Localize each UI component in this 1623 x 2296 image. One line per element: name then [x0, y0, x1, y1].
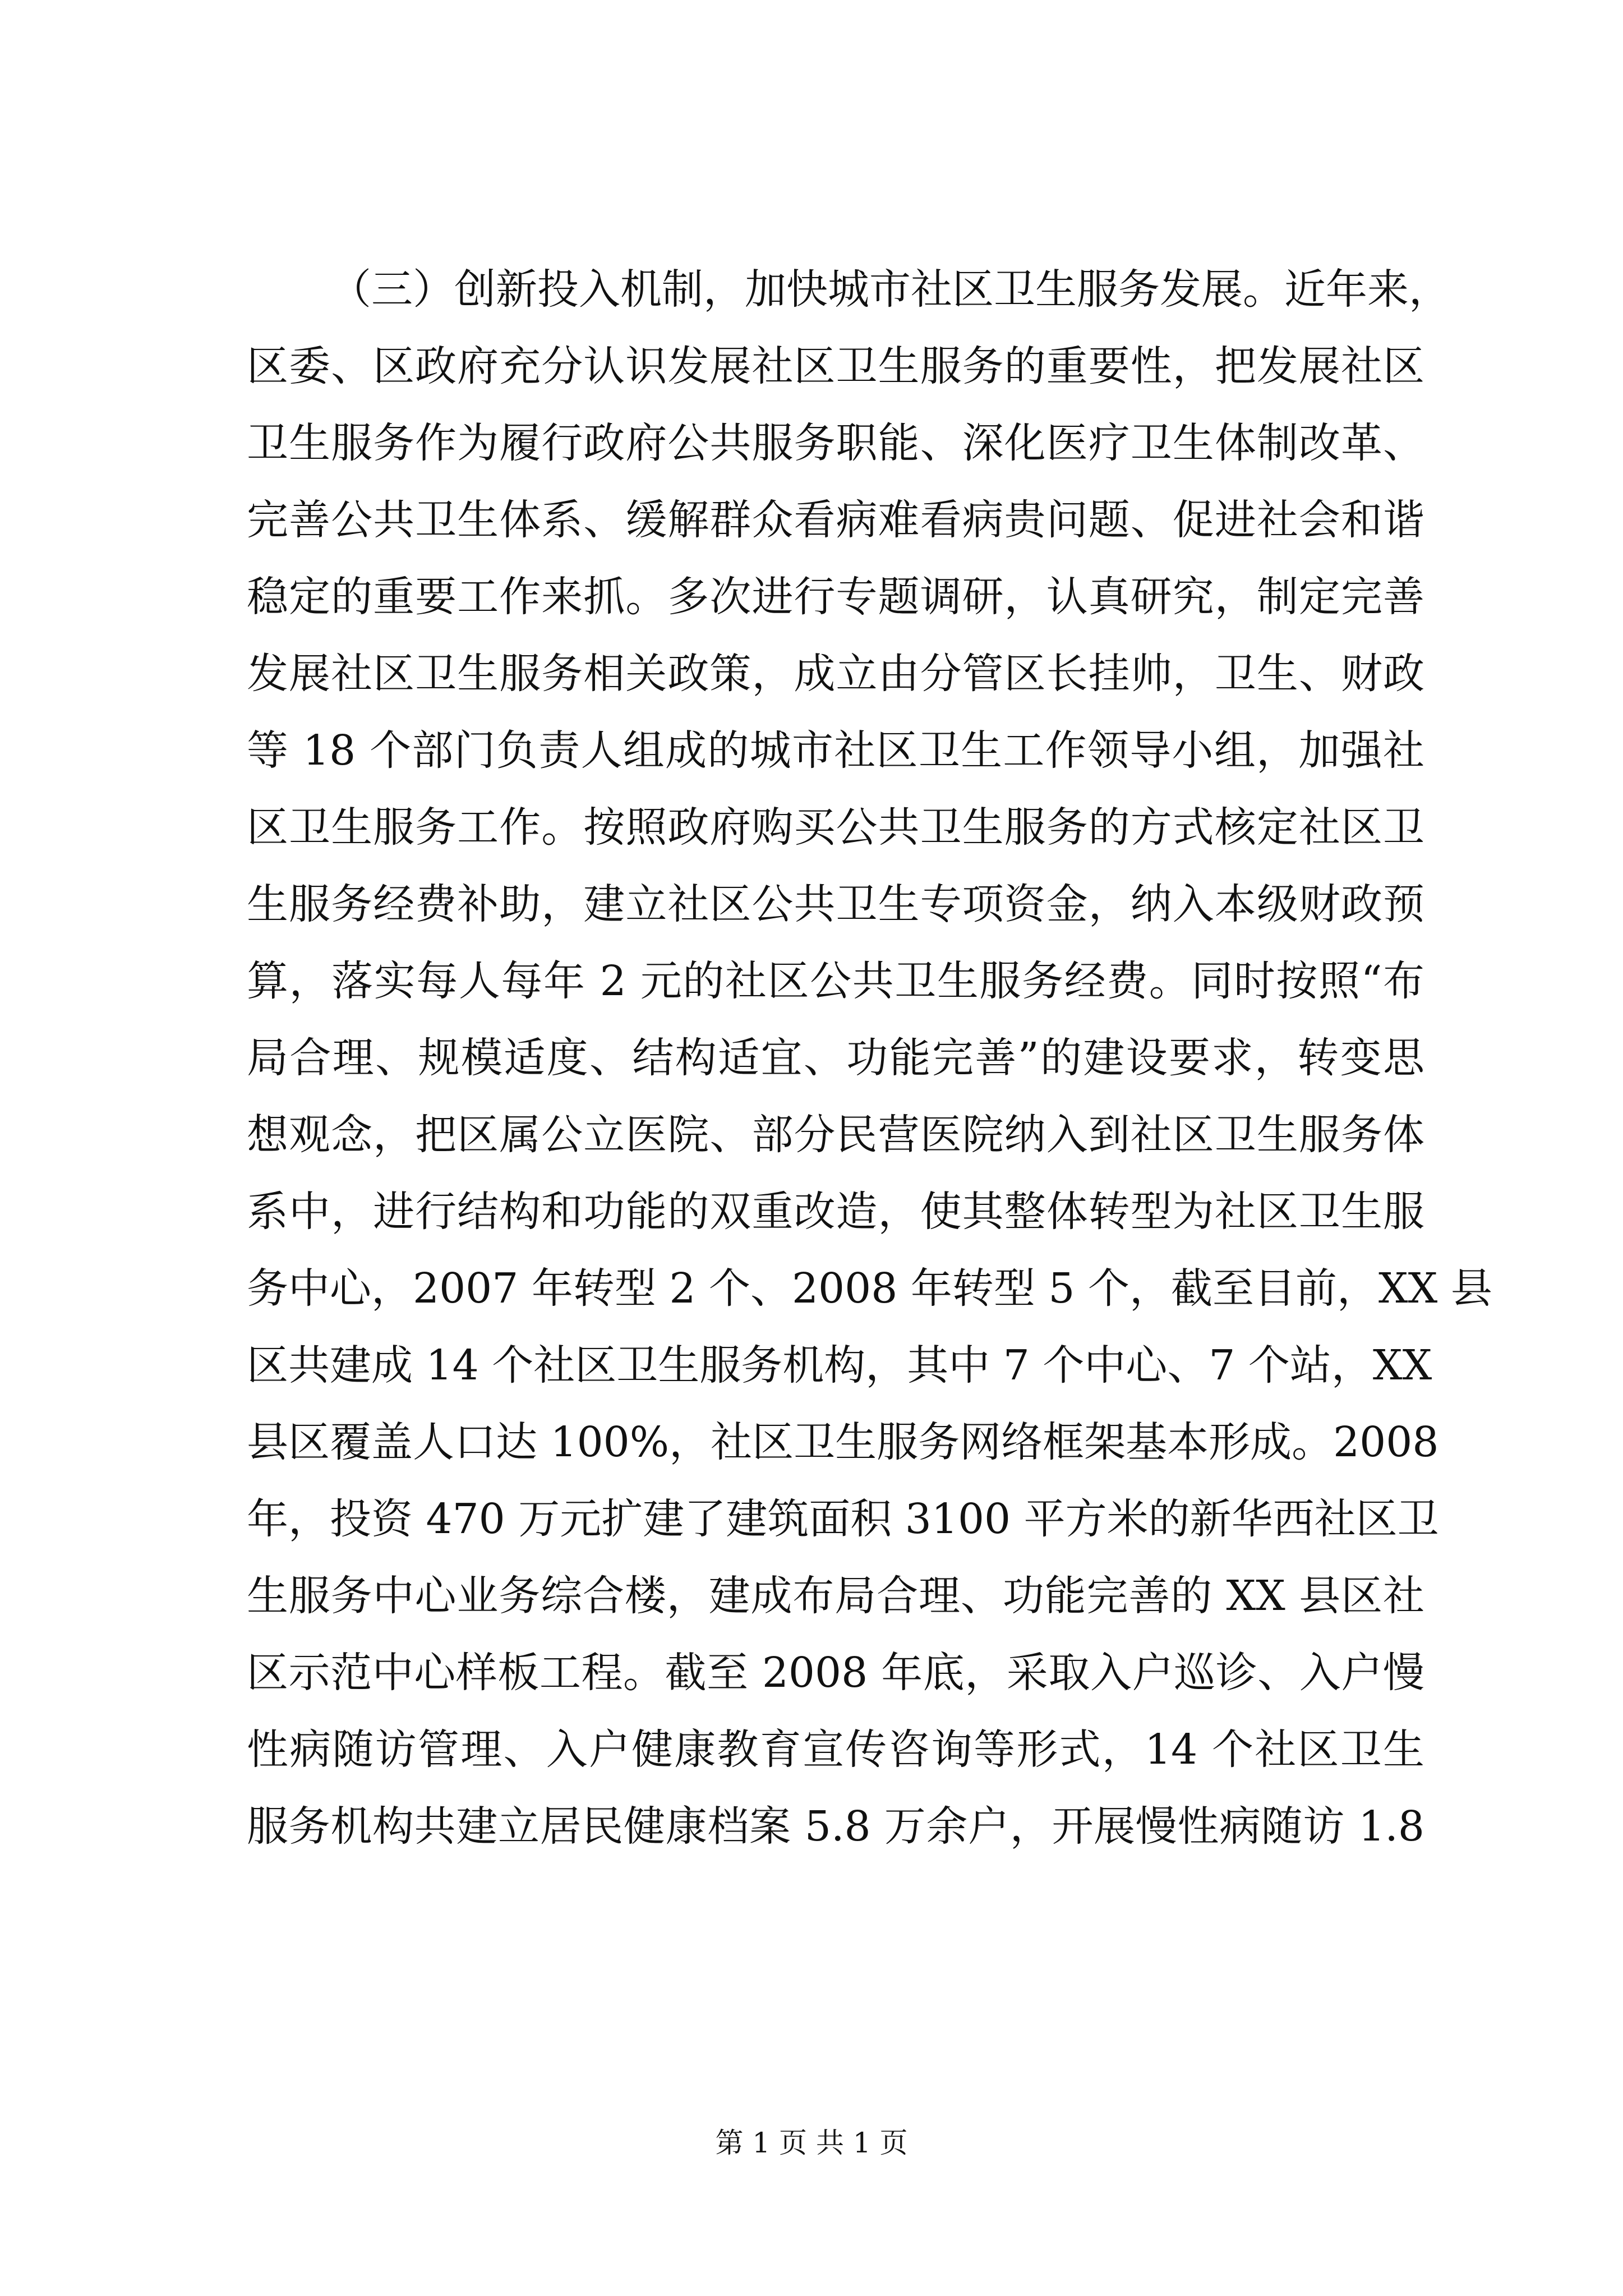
text-line-14: 务中心，2007 年转型 2 个、2008 年转型 5 个，截至目前，XX 县 [247, 1264, 1492, 1313]
text-line-6: 发展社区卫生服务相关政策，成立由分管区长挂帅，卫生、财政 [247, 650, 1424, 698]
text-line-7: 等 18 个部门负责人组成的城市社区卫生工作领导小组，加强社 [247, 726, 1424, 775]
text-line-11: 局合理、规模适度、结构适宜、功能完善”的建设要求，转变思 [247, 1034, 1424, 1082]
text-line-18: 生服务中心业务综合楼，建成布局合理、功能完善的 XX 县区社 [247, 1572, 1424, 1620]
text-line-2: 区委、区政府充分认识发展社区卫生服务的重要性，把发展社区 [247, 342, 1424, 390]
text-line-9: 生服务经费补助，建立社区公共卫生专项资金，纳入本级财政预 [247, 880, 1424, 928]
text-line-12: 想观念，把区属公立医院、部分民营医院纳入到社区卫生服务体 [247, 1111, 1424, 1159]
page-footer: 第 1 页 共 1 页 [715, 2127, 908, 2159]
text-line-16: 县区覆盖人口达 100%，社区卫生服务网络框架基本形成。2008 [247, 1418, 1439, 1466]
text-line-1: （三）创新投入机制，加快城市社区卫生服务发展。近年来， [330, 265, 1450, 314]
text-line-10: 算，落实每人每年 2 元的社区公共卫生服务经费。同时按照“布 [247, 957, 1424, 1005]
text-line-3: 卫生服务作为履行政府公共服务职能、深化医疗卫生体制改革、 [247, 419, 1424, 467]
text-line-19: 区示范中心样板工程。截至 2008 年底，采取入户巡诊、入户慢 [247, 1649, 1424, 1697]
text-line-4: 完善公共卫生体系、缓解群众看病难看病贵问题、促进社会和谐 [247, 496, 1424, 544]
text-line-8: 区卫生服务工作。按照政府购买公共卫生服务的方式核定社区卫 [247, 803, 1424, 852]
text-line-15: 区共建成 14 个社区卫生服务机构，其中 7 个中心、7 个站，XX [247, 1341, 1432, 1389]
text-line-17: 年，投资 470 万元扩建了建筑面积 3100 平方米的新华西社区卫 [247, 1495, 1439, 1543]
text-line-20: 性病随访管理、入户健康教育宣传咨询等形式，14 个社区卫生 [247, 1726, 1424, 1774]
text-line-21: 服务机构共建立居民健康档案 5.8 万余户，开展慢性病随访 1.8 [247, 1802, 1424, 1851]
body-text [247, 251, 1492, 1865]
text-line-13: 系中，进行结构和功能的双重改造，使其整体转型为社区卫生服 [247, 1188, 1424, 1236]
text-line-5: 稳定的重要工作来抓。多次进行专题调研，认真研究，制定完善 [247, 573, 1424, 621]
